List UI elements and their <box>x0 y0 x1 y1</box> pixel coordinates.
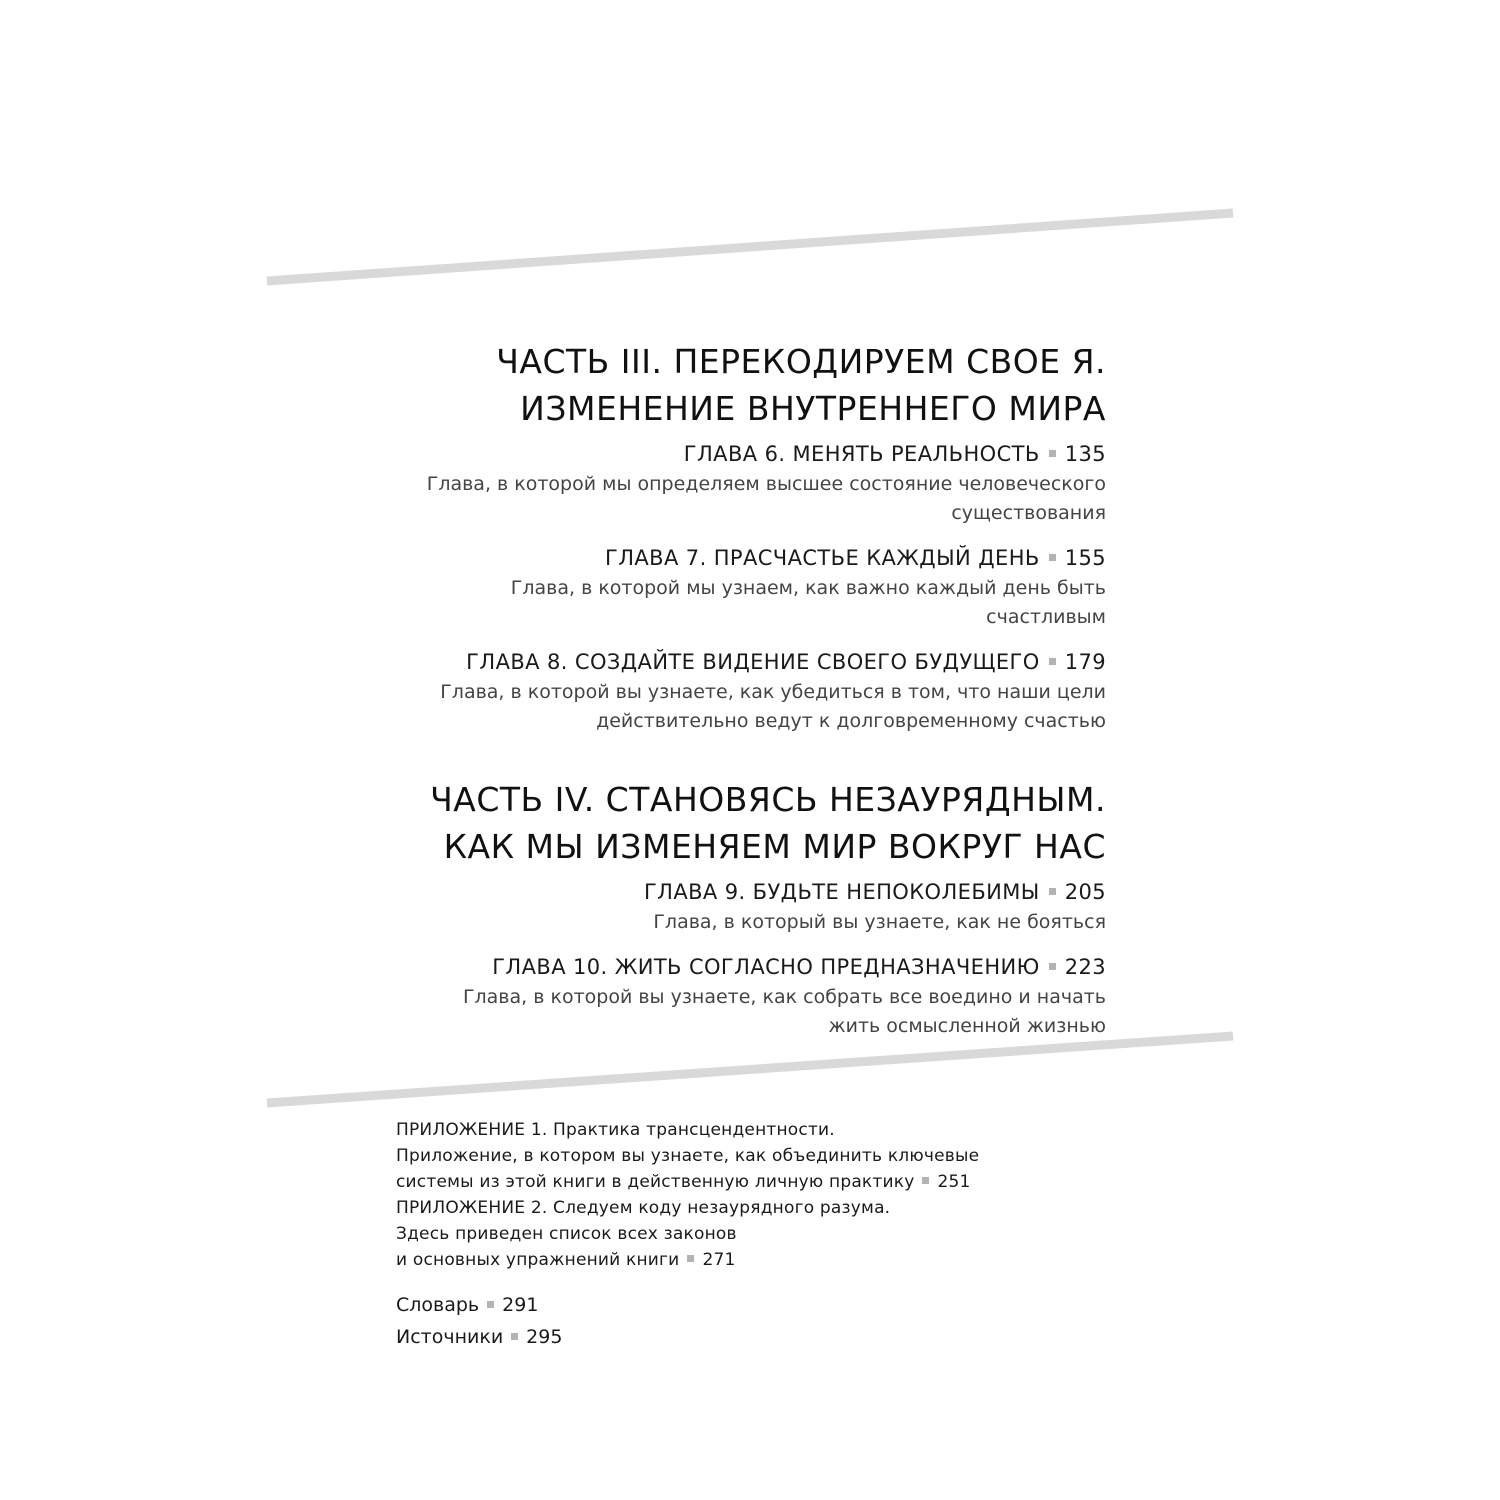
appendix-line-text: и основных упражнений книги <box>396 1250 680 1270</box>
chapter-description <box>300 983 1106 1041</box>
chapter-description-line: Глава, в которой вы узнаете, как убедиться в том, что наши цели <box>440 681 1106 703</box>
bottom-slanted-rule <box>267 1036 1233 1103</box>
toc-part <box>300 776 1106 1041</box>
chapter-description <box>300 678 1106 736</box>
chapter-title: ГЛАВА 6. МЕНЯТЬ РЕАЛЬНОСТЬ <box>683 442 1040 466</box>
chapter-description <box>300 470 1106 528</box>
chapter-title-row <box>300 951 1106 983</box>
chapter-title: ГЛАВА 8. СОЗДАЙТЕ ВИДЕНИЕ СВОЕГО БУДУЩЕГО <box>466 650 1040 674</box>
part-title-line: ЧАСТЬ III. ПЕРЕКОДИРУЕМ СВОЕ Я. <box>496 342 1106 381</box>
back-matter-entry[interactable] <box>396 1289 1096 1321</box>
appendix-line <box>396 1143 1096 1169</box>
square-bullet-icon <box>1049 658 1056 665</box>
chapter-description-line: Глава, в которой мы определяем высшее состояние человеческого <box>426 473 1106 495</box>
chapter-page-number: 223 <box>1064 955 1106 979</box>
appendix-page-number: 251 <box>937 1172 971 1192</box>
chapter-entry[interactable] <box>300 876 1106 937</box>
chapter-title: ГЛАВА 7. ПРАСЧАСТЬЕ КАЖДЫЙ ДЕНЬ <box>605 546 1040 570</box>
toc-part <box>300 338 1106 736</box>
chapter-description-line: Глава, в который вы узнаете, как не бояться <box>653 911 1106 933</box>
part-title-line: ЧАСТЬ IV. СТАНОВЯСЬ НЕЗАУРЯДНЫМ. <box>430 780 1106 819</box>
chapter-page-number: 179 <box>1064 650 1106 674</box>
chapter-title: ГЛАВА 10. ЖИТЬ СОГЛАСНО ПРЕДНАЗНАЧЕНИЮ <box>492 955 1040 979</box>
appendix-page-number: 271 <box>702 1250 736 1270</box>
part-title <box>300 776 1106 870</box>
appendix-line-text: системы из этой книги в действенную личную практику <box>396 1172 915 1192</box>
chapter-title-row <box>300 876 1106 908</box>
square-bullet-icon <box>1049 554 1056 561</box>
chapter-entry[interactable] <box>300 951 1106 1041</box>
appendix-line <box>396 1169 1096 1195</box>
square-bullet-icon <box>487 1301 494 1308</box>
appendix-entry[interactable] <box>396 1195 1096 1273</box>
back-matter-entry[interactable] <box>396 1321 1096 1353</box>
chapter-description <box>300 574 1106 632</box>
square-bullet-icon <box>1049 963 1056 970</box>
back-matter-page-number: 295 <box>526 1326 563 1348</box>
chapter-page-number: 155 <box>1064 546 1106 570</box>
chapter-entry[interactable] <box>300 542 1106 632</box>
back-matter-label: Источники <box>396 1326 504 1348</box>
square-bullet-icon <box>1049 450 1056 457</box>
appendix-line-text: Здесь приведен список всех законов <box>396 1224 737 1244</box>
chapter-page-number: 205 <box>1064 880 1106 904</box>
part-title-line: КАК МЫ ИЗМЕНЯЕМ МИР ВОКРУГ НАС <box>443 827 1106 866</box>
table-of-contents <box>300 338 1106 1041</box>
chapter-description-line: Глава, в которой мы узнаем, как важно каждый день быть <box>510 577 1106 599</box>
part-title <box>300 338 1106 432</box>
appendix-line-text: Приложение, в котором вы узнаете, как объединить ключевые <box>396 1146 980 1166</box>
chapter-entry[interactable] <box>300 646 1106 736</box>
chapter-description-line: действительно ведут к долговременному счастью <box>596 710 1106 732</box>
chapter-page-number: 135 <box>1064 442 1106 466</box>
appendix-section <box>396 1117 1096 1353</box>
appendix-entry[interactable] <box>396 1117 1096 1195</box>
chapter-description-line: Глава, в которой вы узнаете, как собрать все воедино и начать <box>462 986 1106 1008</box>
appendix-line <box>396 1221 1096 1247</box>
appendix-line <box>396 1247 1096 1273</box>
square-bullet-icon <box>511 1333 518 1340</box>
chapter-title-row <box>300 542 1106 574</box>
chapter-title: ГЛАВА 9. БУДЬТЕ НЕПОКОЛЕБИМЫ <box>643 880 1040 904</box>
chapter-description-line: счастливым <box>986 606 1106 628</box>
square-bullet-icon <box>687 1255 694 1262</box>
square-bullet-icon <box>1049 888 1056 895</box>
appendix-line-text: ПРИЛОЖЕНИЕ 1. Практика трансцендентности. <box>396 1120 835 1140</box>
part-title-line: ИЗМЕНЕНИЕ ВНУТРЕННЕГО МИРА <box>520 389 1106 428</box>
chapter-title-row <box>300 438 1106 470</box>
chapter-description <box>300 908 1106 937</box>
appendix-line-text: ПРИЛОЖЕНИЕ 2. Следуем коду незаурядного разума. <box>396 1198 891 1218</box>
back-matter-label: Словарь <box>396 1294 480 1316</box>
back-matter-page-number: 291 <box>502 1294 539 1316</box>
chapter-entry[interactable] <box>300 438 1106 528</box>
chapter-title-row <box>300 646 1106 678</box>
appendix-line <box>396 1195 1096 1221</box>
square-bullet-icon <box>922 1177 929 1184</box>
back-matter <box>396 1289 1096 1353</box>
chapter-description-line: жить осмысленной жизнью <box>828 1015 1106 1037</box>
chapter-description-line: существования <box>951 502 1106 524</box>
appendix-line <box>396 1117 1096 1143</box>
